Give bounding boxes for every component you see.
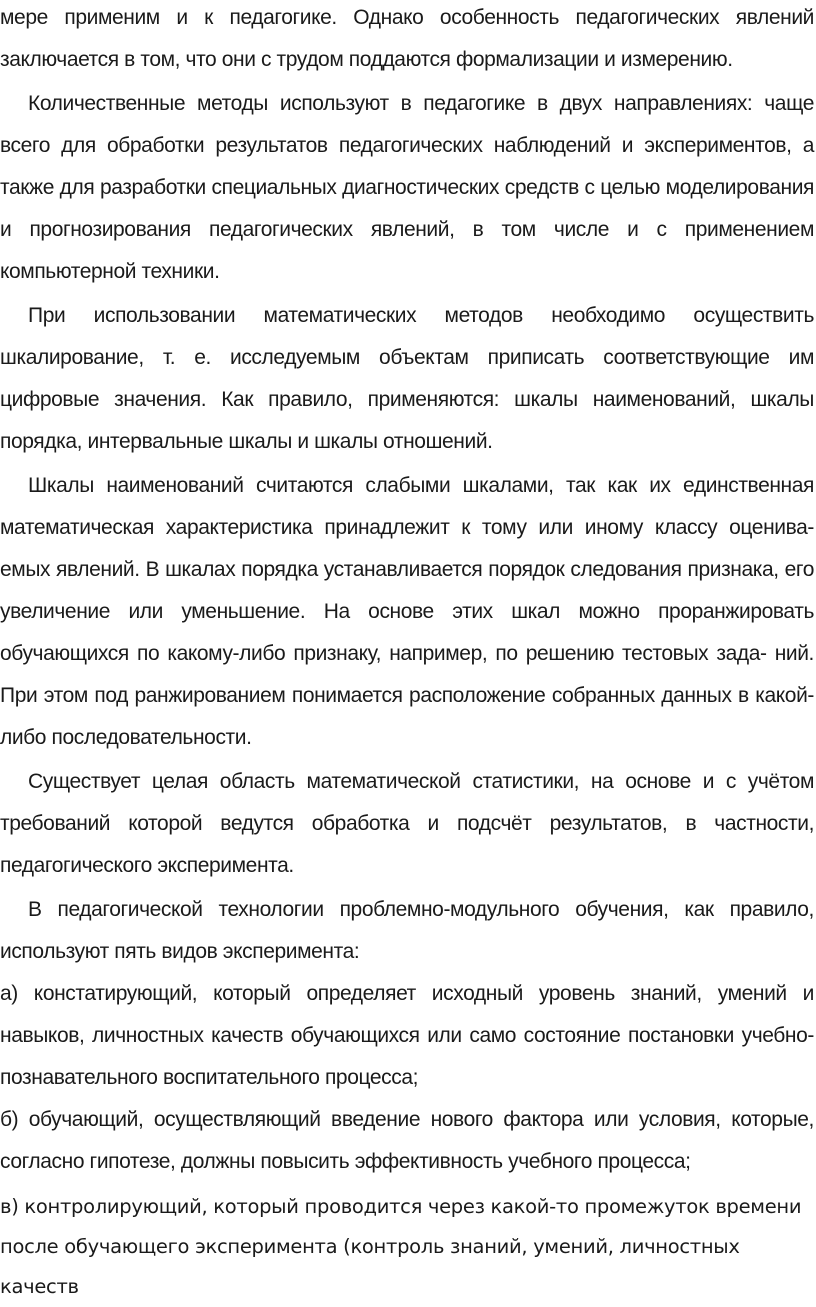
paragraph-statistics: Существует целая область математической статистики, на основе и с учётом требований которой ведутся обработка и подсчёт результатов, в частности, педагогического эксперимента. (0, 770, 814, 877)
list-item-ascertaining: а) констатирующий, который определяет исходный уровень знаний, умений и навыков, личностных качеств обучающихся или само состояние постановки учебно-познавательного воспитательного процесса; (0, 982, 814, 1089)
list-item-controlling: в) контролирующий, который проводится через какой-то промежуток времени после обучающего эксперимента (контроль знаний, умений, личностных качеств (0, 1195, 802, 1298)
paragraph-scale-types: Шкалы наименований считаются слабыми шкалами, так как их единственная математическая характеристика принадлежит к тому или иному классу оценива- емых явлений. В шкалах порядка устанавливается порядок следования признака, его увеличение или уменьшение. На основе этих шкал можно проранжировать обучающихся по какому-либо признаку, например, по решению тестовых зада- ний. При этом под ранжированием понимается расположение собранных данных в какой-либо последовательности. (0, 474, 814, 749)
paragraph-intro: мере применим и к педагогике. Однако особенность педагогических явлений заключается в том, что они с трудом поддаются формализации и измерению. (0, 6, 814, 71)
paragraph-scaling: При использовании математических методов необходимо осуществить шкалирование, т. е. исследуемым объектам приписать соответствующие им цифровые значения. Как правило, применяются: шкалы наименований, шкалы порядка, интервальные шкалы и шкалы отношений. (0, 304, 814, 453)
paragraph-experiment-types: В педагогической технологии проблемно-модульного обучения, как правило, используют пять видов эксперимента: (0, 898, 814, 963)
list-item-teaching: б) обучающий, осуществляющий введение нового фактора или условия, которые, согласно гипотезе, должны повысить эффективность учебного процесса; (0, 1108, 814, 1173)
paragraph-quantitative-methods: Количественные методы используют в педагогике в двух направлениях: чаще всего для обработки результатов педагогических наблюдений и экспериментов, а также для разработки специальных диагностических средств с целью моделирования и прогнозирования педагогических явлений, в том числе и с применением компьютерной техники. (0, 92, 814, 283)
